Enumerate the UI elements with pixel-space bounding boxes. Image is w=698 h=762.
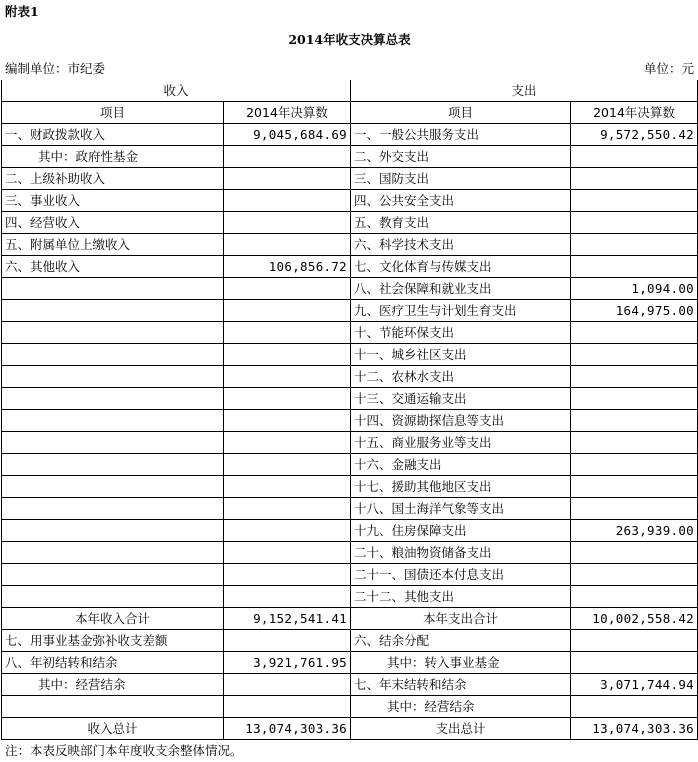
income-item (2, 300, 224, 322)
currency-unit: 单位：元 (643, 60, 694, 76)
table-row (2, 366, 698, 388)
expense-amount (571, 322, 698, 344)
expense-amount (571, 256, 698, 278)
income-item (2, 410, 224, 432)
expense-amount (571, 190, 698, 212)
income-amount (224, 300, 351, 322)
table-row (2, 278, 698, 300)
income-amount (224, 696, 351, 718)
income-item: 六、其他收入 (2, 256, 224, 278)
income-amount (224, 630, 351, 652)
income-item (2, 696, 224, 718)
table-row (2, 234, 698, 256)
expense-item: 六、结余分配 (351, 630, 571, 652)
income-item: 五、附属单位上缴收入 (2, 234, 224, 256)
table-row (2, 168, 698, 190)
expense-item: 十六、金融支出 (351, 454, 571, 476)
income-item: 其中：政府性基金 (2, 146, 224, 168)
income-amount (224, 366, 351, 388)
table-row (2, 674, 698, 696)
income-amount (224, 542, 351, 564)
income-amount (224, 344, 351, 366)
income-amount (224, 388, 351, 410)
income-year-total-label: 本年收入合计 (2, 608, 224, 630)
income-item: 八、年初结转和结余 (2, 652, 224, 674)
income-item: 七、用事业基金弥补收支差额 (2, 630, 224, 652)
expense-item: 十七、援助其他地区支出 (351, 476, 571, 498)
income-amount (224, 234, 351, 256)
expense-amount (571, 234, 698, 256)
income-amount (224, 146, 351, 168)
expense-item: 七、年末结转和结余 (351, 674, 571, 696)
expense-amount (571, 388, 698, 410)
income-item (2, 344, 224, 366)
expense-item: 十九、住房保障支出 (351, 520, 571, 542)
expense-item: 三、国防支出 (351, 168, 571, 190)
income-amount (224, 520, 351, 542)
income-amount (224, 586, 351, 608)
income-item (2, 520, 224, 542)
income-year-total: 9,152,541.41 (224, 608, 351, 630)
table-row (2, 696, 698, 718)
expense-item: 七、文化体育与传媒支出 (351, 256, 571, 278)
income-amount (224, 278, 351, 300)
income-item (2, 278, 224, 300)
income-item (2, 498, 224, 520)
income-item (2, 454, 224, 476)
income-item: 二、上级补助收入 (2, 168, 224, 190)
expense-amount (571, 630, 698, 652)
page-title: 2014年收支决算总表 (288, 32, 411, 47)
income-amount (224, 168, 351, 190)
year-total-row (2, 608, 698, 630)
expense-item: 五、教育支出 (351, 212, 571, 234)
expense-amount (571, 432, 698, 454)
footnote: 注：本表反映部门本年度收支余整体情况。 (5, 742, 243, 758)
expense-amount: 263,939.00 (571, 520, 698, 542)
expense-item-header: 项目 (351, 102, 571, 124)
income-item (2, 322, 224, 344)
expense-item: 六、科学技术支出 (351, 234, 571, 256)
expense-amount (571, 344, 698, 366)
income-item: 其中：经营结余 (2, 674, 224, 696)
table-row (2, 498, 698, 520)
income-amount (224, 454, 351, 476)
expense-item: 十二、农林水支出 (351, 366, 571, 388)
income-grand-total: 13,074,303.36 (224, 718, 351, 740)
expense-item: 二十、粮油物资储备支出 (351, 542, 571, 564)
table-row (2, 300, 698, 322)
expense-amount (571, 652, 698, 674)
table-row (2, 586, 698, 608)
table-row (2, 410, 698, 432)
income-amount (224, 212, 351, 234)
income-amount (224, 498, 351, 520)
expense-item: 一、一般公共服务支出 (351, 124, 571, 146)
income-item (2, 476, 224, 498)
expense-amount (571, 542, 698, 564)
expense-amount (571, 168, 698, 190)
table-row (2, 124, 698, 146)
expense-amount: 164,975.00 (571, 300, 698, 322)
expense-amount (571, 366, 698, 388)
expense-grand-total: 13,074,303.36 (571, 718, 698, 740)
expense-year-total: 10,002,558.42 (571, 608, 698, 630)
income-grand-total-label: 收入总计 (2, 718, 224, 740)
income-amount (224, 674, 351, 696)
expense-amount: 1,094.00 (571, 278, 698, 300)
expense-item: 二十一、国债还本付息支出 (351, 564, 571, 586)
expense-item: 九、医疗卫生与计划生育支出 (351, 300, 571, 322)
expense-amount: 9,572,550.42 (571, 124, 698, 146)
expense-item: 十、节能环保支出 (351, 322, 571, 344)
compiling-unit: 编制单位：市纪委 (5, 60, 106, 76)
expense-amount (571, 454, 698, 476)
expense-item: 四、公共安全支出 (351, 190, 571, 212)
table-row (2, 256, 698, 278)
income-item (2, 432, 224, 454)
expense-amount (571, 410, 698, 432)
budget-table (1, 0, 698, 762)
income-amount (224, 322, 351, 344)
income-amount: 3,921,761.95 (224, 652, 351, 674)
table-row (2, 542, 698, 564)
table-row (2, 432, 698, 454)
expense-amount (571, 146, 698, 168)
expense-item: 二十二、其他支出 (351, 586, 571, 608)
attachment-label: 附表1 (5, 3, 39, 19)
expense-item: 二、外交支出 (351, 146, 571, 168)
expense-amount (571, 476, 698, 498)
income-item (2, 586, 224, 608)
table-row (2, 322, 698, 344)
income-amount (224, 564, 351, 586)
table-row (2, 520, 698, 542)
expense-item: 十五、商业服务业等支出 (351, 432, 571, 454)
income-amount (224, 432, 351, 454)
expense-item: 十三、交通运输支出 (351, 388, 571, 410)
expense-item: 其中：经营结余 (351, 696, 571, 718)
income-item: 四、经营收入 (2, 212, 224, 234)
table-row (2, 652, 698, 674)
expense-year-total-label: 本年支出合计 (351, 608, 571, 630)
income-item (2, 542, 224, 564)
income-amount (224, 410, 351, 432)
table-row (2, 388, 698, 410)
table-row (2, 454, 698, 476)
income-amount (224, 476, 351, 498)
expense-item: 其中：转入事业基金 (351, 652, 571, 674)
table-row (2, 344, 698, 366)
expense-amount (571, 498, 698, 520)
income-amount: 9,045,684.69 (224, 124, 351, 146)
income-amount: 106,856.72 (224, 256, 351, 278)
expense-item: 十八、国土海洋气象等支出 (351, 498, 571, 520)
expense-amount (571, 586, 698, 608)
income-amount-header: 2014年决算数 (224, 102, 351, 124)
income-item (2, 388, 224, 410)
expense-item: 十四、资源勘探信息等支出 (351, 410, 571, 432)
expense-section-header: 支出 (351, 80, 698, 102)
expense-amount (571, 564, 698, 586)
expense-amount: 3,071,744.94 (571, 674, 698, 696)
income-item: 三、事业收入 (2, 190, 224, 212)
table-row (2, 630, 698, 652)
income-item: 一、财政拨款收入 (2, 124, 224, 146)
table-row (2, 476, 698, 498)
table-row (2, 146, 698, 168)
expense-item: 八、社会保障和就业支出 (351, 278, 571, 300)
income-section-header: 收入 (2, 80, 351, 102)
expense-grand-total-label: 支出总计 (351, 718, 571, 740)
income-item-header: 项目 (2, 102, 224, 124)
expense-item: 十一、城乡社区支出 (351, 344, 571, 366)
expense-amount (571, 212, 698, 234)
income-item (2, 366, 224, 388)
table-row (2, 564, 698, 586)
expense-amount-header: 2014年决算数 (571, 102, 698, 124)
expense-amount (571, 696, 698, 718)
income-item (2, 564, 224, 586)
table-row (2, 190, 698, 212)
table-row (2, 212, 698, 234)
income-amount (224, 190, 351, 212)
